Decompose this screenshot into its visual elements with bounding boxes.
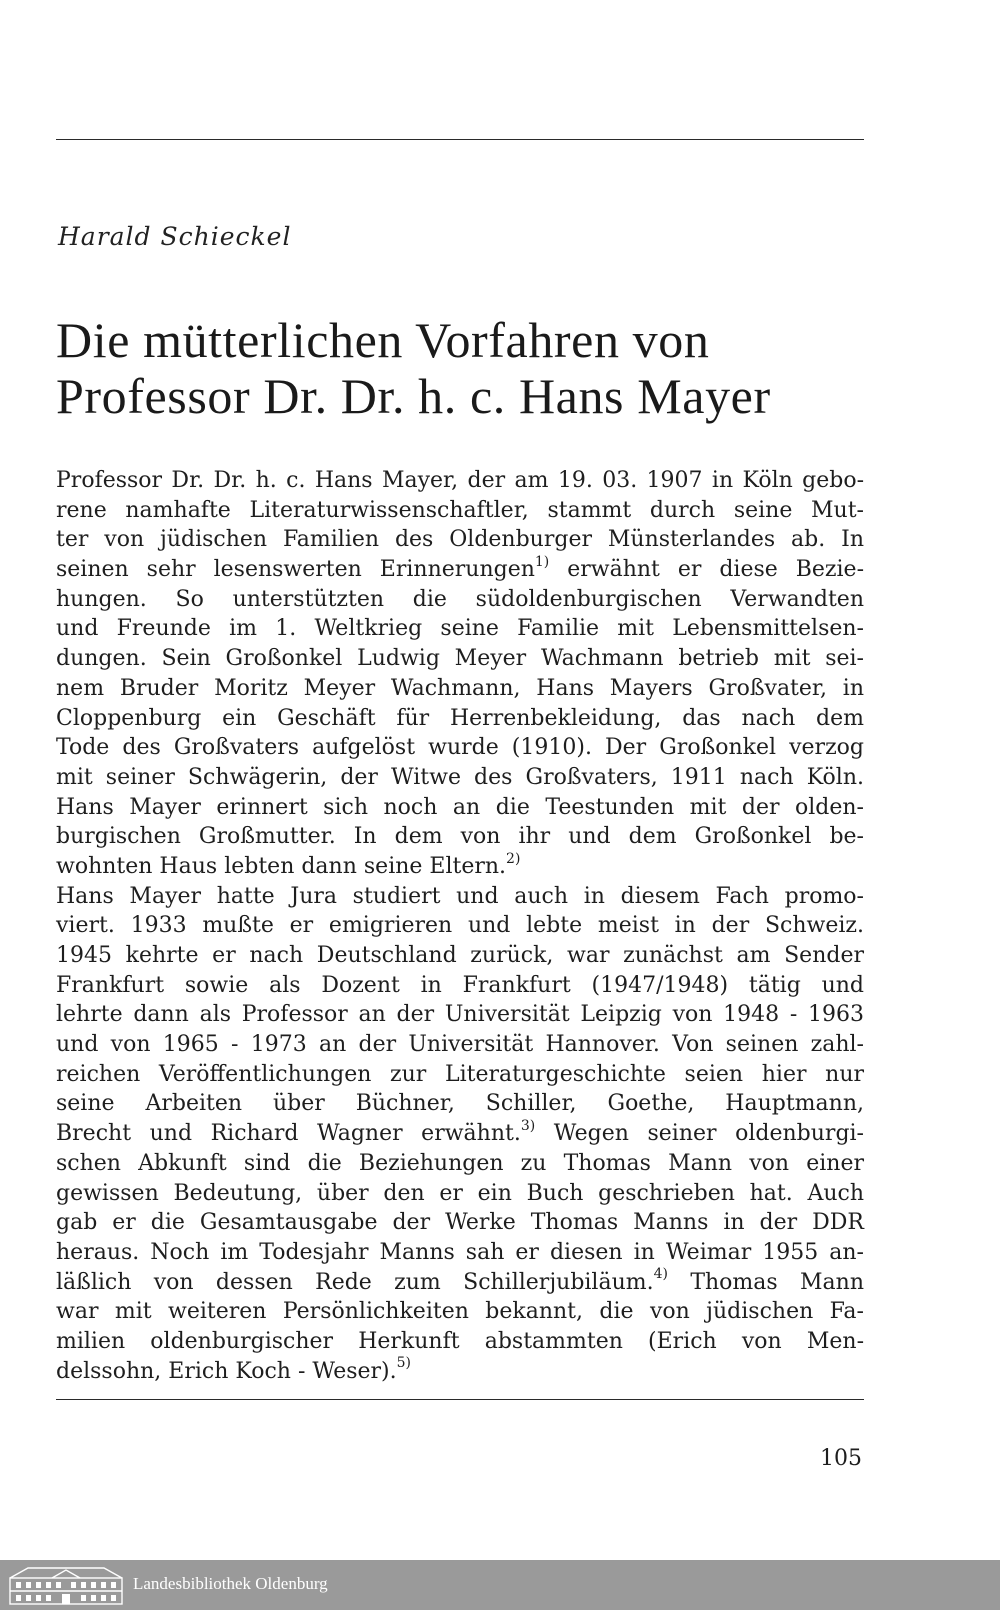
body-line: Frankfurt sowie als Dozent in Frankfurt (1947/1948) tätig und (56, 972, 864, 998)
body-line: rene namhafte Literaturwissenschaftler, stammt durch seine Mut- (56, 497, 864, 523)
body-line: seine Arbeiten über Büchner, Schiller, Goethe, Hauptmann, (56, 1091, 864, 1117)
body-line-text: Brecht und Richard Wagner erwähnt. (56, 1121, 521, 1147)
body-line: und Freunde im 1. Weltkrieg seine Familie mit Lebensmittelsen- (56, 616, 864, 642)
library-building-icon (8, 1564, 124, 1606)
body-line: burgischen Großmutter. In dem von ihr und dem Großonkel be- (56, 824, 864, 850)
body-line: dungen. Sein Großonkel Ludwig Meyer Wachmann betrieb mit sei- (56, 646, 864, 672)
body-line: ter von jüdischen Familien des Oldenburger Münsterlandes ab. In (56, 527, 864, 553)
body-line-text: läßlich von dessen Rede zum Schillerjubiläum. (56, 1269, 654, 1295)
footnote-ref: 1) (534, 553, 550, 570)
body-line (56, 1119, 864, 1149)
body-line-text: delssohn, Erich Koch - Weser). (56, 1358, 397, 1384)
title-line-2: Professor Dr. Dr. h. c. Hans Mayer (56, 368, 771, 424)
body-line: gab er die Gesamtausgabe der Werke Thomas Manns in der DDR (56, 1210, 864, 1236)
bottom-rule (56, 1399, 864, 1400)
library-footer-bar (0, 1560, 1000, 1610)
body-line: war mit weiteren Persönlichkeiten bekannt, die von jüdischen Fa- (56, 1299, 864, 1325)
body-line (56, 1357, 864, 1387)
body-line: Hans Mayer erinnert sich noch an die Teestunden mit der olden- (56, 794, 864, 820)
body-line (56, 1268, 864, 1298)
footnote-ref: 2) (506, 850, 521, 867)
body-line: reichen Veröffentlichungen zur Literaturgeschichte seien hier nur (56, 1061, 864, 1087)
body-line (56, 555, 864, 585)
body-text (56, 466, 864, 1386)
body-line-text: Thomas Mann (667, 1269, 864, 1295)
body-line: heraus. Noch im Todesjahr Manns sah er diesen in Weimar 1955 an- (56, 1239, 864, 1265)
body-line: und von 1965 - 1973 an der Universität Hannover. Von seinen zahl- (56, 1032, 864, 1058)
body-line: schen Abkunft sind die Beziehungen zu Thomas Mann von einer (56, 1150, 864, 1176)
body-line: lehrte dann als Professor an der Universität Leipzig von 1948 - 1963 (56, 1002, 864, 1028)
top-rule (56, 139, 864, 140)
body-line-text: wohnten Haus lebten dann seine Eltern. (56, 853, 507, 879)
body-line: Cloppenburg ein Geschäft für Herrenbekleidung, das nach dem (56, 705, 864, 731)
article-title (56, 312, 886, 424)
body-line: mit seiner Schwägerin, der Witwe des Großvaters, 1911 nach Köln. (56, 764, 864, 790)
body-line: hungen. So unterstützten die südoldenburgischen Verwandten (56, 586, 864, 612)
footnote-ref: 5) (396, 1355, 411, 1372)
body-line: Professor Dr. Dr. h. c. Hans Mayer, der am 19. 03. 1907 in Köln gebo- (56, 468, 864, 493)
body-line: Tode des Großvaters aufgelöst wurde (1910). Der Großonkel verzog (56, 735, 864, 761)
title-line-1: Die mütterlichen Vorfahren von (56, 312, 710, 368)
page-number: 105 (820, 1446, 862, 1471)
author-name: Harald Schieckel (58, 222, 292, 251)
footnote-ref: 4) (653, 1266, 668, 1283)
body-line: milien oldenburgischer Herkunft abstammten (Erich von Men- (56, 1328, 864, 1354)
body-line: nem Bruder Moritz Meyer Wachmann, Hans Mayers Großvater, in (56, 675, 864, 701)
body-line-text: seinen sehr lesenswerten Erinnerungen (56, 557, 535, 583)
body-line-text: Wegen seiner oldenburgi- (535, 1121, 864, 1147)
body-line (56, 852, 864, 882)
body-line: 1945 kehrte er nach Deutschland zurück, war zunächst am Sender (56, 943, 864, 968)
body-line-text: erwähnt er diese Bezie- (549, 557, 864, 583)
body-line: gewissen Bedeutung, über den er ein Buch geschrieben hat. Auch (56, 1180, 864, 1206)
body-line: viert. 1933 mußte er emigrieren und lebte meist in der Schweiz. (56, 913, 864, 939)
footnote-ref: 3) (520, 1117, 536, 1134)
body-line: Hans Mayer hatte Jura studiert und auch in diesem Fach promo- (56, 883, 864, 909)
library-name: Landesbibliothek Oldenburg (133, 1574, 328, 1593)
